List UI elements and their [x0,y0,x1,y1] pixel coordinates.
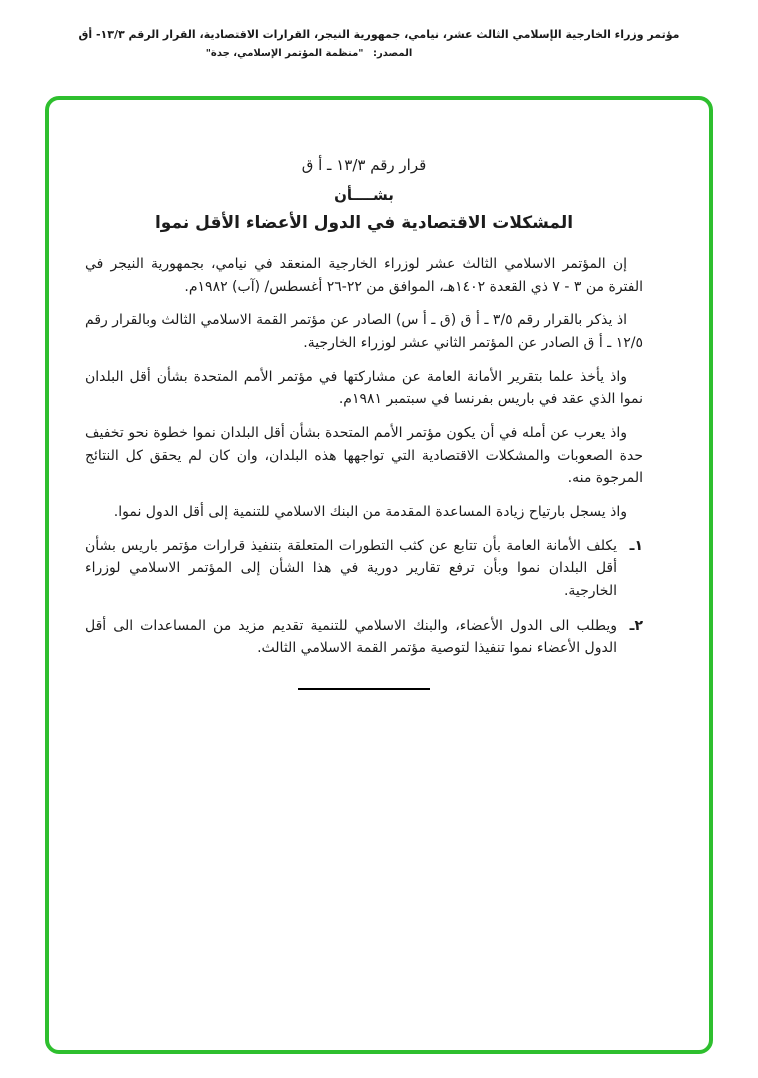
resolution-number: قرار رقم ١٣/٣ ـ أ ق [301,156,427,174]
document-frame [45,96,713,1054]
item-1-text: يكلف الأمانة العامة بأن تتابع عن كثب التطورات المتعلقة بتنفيذ قرارات مؤتمر باريس بشأن أقل البلدان نموا وبأن ترفع تقارير دورية في هذا الشأن إلى المؤتمر الاسلامي لوزراء الخارجية. [85,537,617,600]
item-2-text: ويطلب الى الدول الأعضاء، والبنك الاسلامي للتنمية تقديم مزيد من المساعدات الى أقل الدول الأعضاء نموا تنفيذا لتوصية مؤتمر القمة الاسلامي الثالث. [85,617,617,657]
paragraph-taking-note: واذ يأخذ علما بتقرير الأمانة العامة عن مشاركتها في مؤتمر الأمم المتحدة بشأن أقل البلدان نموا الذي عقد في باريس بفرنسا في سبتمبر ١٩٨١م. [85,368,643,408]
paragraph-noting-satisfaction: واذ يسجل بارتياح زيادة المساعدة المقدمة من البنك الاسلامي للتنمية إلى أقل الدول نموا. [113,504,627,521]
paragraph-expressing-hope: واذ يعرب عن أمله في أن يكون مؤتمر الأمم المتحدة بشأن أقل البلدان نموا خطوة نحو تخفيف حدة الصعوبات والمشكلات الاقتصادية التي تواجهها هذه البلدان، وان كان لم يحقق كل النتائج المرجوة منه. [85,425,643,487]
resolution-subject: المشكلات الاقتصادية في الدول الأعضاء الأقل نموا [154,213,574,233]
paragraph-preamble: إن المؤتمر الاسلامي الثالث عشر لوزراء الخارجية المنعقد في نيامي، بجمهورية النيجر في الفترة من ٣ - ٧ ذي القعدة ١٤٠٢هـ، الموافق من ٢٢-٢٦ أغسطس/ (آب) ١٩٨٢م. [85,256,643,295]
header-source-label: المصدر: [372,48,413,59]
resolution-regarding: بشــــأن [334,186,394,204]
item-1-number: ١ـ [629,537,643,554]
header-source-value: "منظمة المؤتمر الإسلامي، جدة" [205,48,364,59]
numbered-item-1 [85,535,643,603]
item-2-number: ٢ـ [629,617,643,634]
resolution-title-block [85,156,643,233]
end-rule [298,688,430,690]
paragraph-recalling: اذ يذكر بالقرار رقم ٣/٥ ـ أ ق (ق ـ أ س) الصادر عن مؤتمر القمة الاسلامي الثالث وبالقرار رقم ١٢/٥ ـ أ ق الصادر عن المؤتمر الثاني عشر لوزراء الخارجية. [85,312,643,352]
document-header [0,28,758,59]
header-source [0,48,688,59]
document-content [49,100,709,1050]
numbered-item-2 [85,615,643,660]
header-title: مؤتمر وزراء الخارجية الإسلامي الثالث عشر، نيامي، جمهورية النيجر، القرارات الاقتصادية، القرار الرقم ١٣/٣- أق [78,28,680,41]
